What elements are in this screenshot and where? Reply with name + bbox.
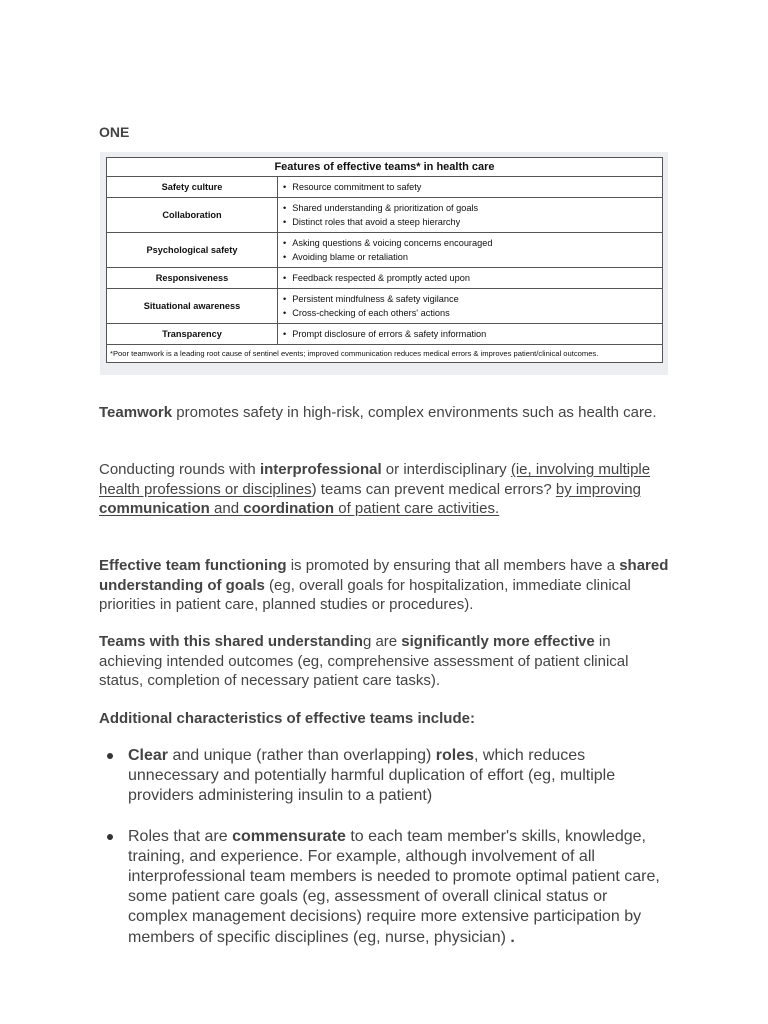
characteristics-list <box>99 746 671 948</box>
feature-bullet: • Cross-checking of each others' actions <box>283 306 657 320</box>
table-title: Features of effective teams* in health care <box>107 158 663 177</box>
bold-text: coordination <box>243 500 335 518</box>
features-table-image <box>100 152 668 375</box>
table-row <box>107 177 663 198</box>
text-segment: Roles that are <box>128 827 233 845</box>
table-row <box>107 268 663 289</box>
feature-bullet: • Avoiding blame or retaliation <box>283 250 657 264</box>
feature-details <box>278 289 663 324</box>
feature-name: Safety culture <box>107 177 278 198</box>
underlined-text: of patient care activities. <box>334 500 500 518</box>
paragraph-shared-understanding <box>99 632 671 691</box>
paragraph-rounds <box>99 460 671 519</box>
bold-text: communication <box>99 500 210 518</box>
text-segment: (eg, overall goals for hospitalization, immediate clinical priorities in patient care, planned studies or procedures). <box>99 576 631 614</box>
feature-name: Situational awareness <box>107 289 278 324</box>
feature-details <box>278 198 663 233</box>
table-footnote: *Poor teamwork is a leading root cause of sentinel events; improved communication reduces medical errors & improves patient/clinical outcomes. <box>107 345 663 363</box>
feature-bullet: • Feedback respected & promptly acted upon <box>283 271 657 285</box>
bold-text: Effective team functioning <box>99 557 287 574</box>
text-segment: and unique (rather than overlapping) <box>168 747 436 764</box>
table-row <box>107 289 663 324</box>
bold-text: commensurate <box>232 827 346 845</box>
feature-bullet: • Distinct roles that avoid a steep hierarchy <box>283 215 657 229</box>
underlined-text: (ie, involving multiple health professions or disciplines <box>99 461 651 498</box>
features-table <box>106 157 663 363</box>
table-row <box>107 233 663 268</box>
text-segment: is promoted by ensuring that all members have a <box>286 557 620 574</box>
feature-bullet: • Asking questions & voicing concerns encouraged <box>283 236 657 250</box>
text-segment: Conducting rounds with <box>99 461 260 478</box>
bold-text: roles <box>435 747 475 764</box>
bold-text: Additional characteristics of effective teams include: <box>99 710 475 727</box>
feature-name: Collaboration <box>107 198 278 233</box>
feature-bullet: • Shared understanding & prioritization of goals <box>283 201 657 215</box>
feature-name: Responsiveness <box>107 268 278 289</box>
feature-bullet: • Prompt disclosure of errors & safety information <box>283 327 657 341</box>
text-segment: g are <box>362 633 402 650</box>
paragraph-additional-characteristics <box>99 709 671 729</box>
bold-text: shared understanding of goals <box>99 557 669 594</box>
text-segment: in achieving intended outcomes (eg, comprehensive assessment of patient clinical status, completion of necessary patient care tasks). <box>99 633 629 690</box>
underlined-text: and <box>209 500 244 518</box>
list-item <box>99 746 671 807</box>
text-segment: , which reduces unnecessary and potentially harmful duplication of effort (eg, multiple providers administering insulin to a patient) <box>128 747 616 805</box>
feature-name: Psychological safety <box>107 233 278 268</box>
bold-text: interprofessional <box>259 461 382 478</box>
text-segment: or interdisciplinary <box>381 461 511 478</box>
feature-name: Transparency <box>107 324 278 345</box>
text-segment: to each team member's skills, knowledge, training, and experience. For example, although involvement of all interprofessional team members is needed to promote optimal patient care, some patient care goals (eg, assessment of overall clinical status or complex management decisions) require more extensive participation by members of specific disciplines (eg, nurse, physician) <box>128 827 660 946</box>
feature-details <box>278 177 663 198</box>
bold-text: significantly more effective <box>401 633 595 650</box>
bold-text: Teamwork <box>99 404 173 421</box>
feature-details <box>278 268 663 289</box>
feature-details <box>278 233 663 268</box>
list-item <box>99 827 671 948</box>
bold-text: . <box>510 928 515 946</box>
feature-bullet: • Resource commitment to safety <box>283 180 657 194</box>
text-segment: ) teams can prevent medical errors? <box>311 480 556 498</box>
bold-text: Teams with this shared understandin <box>99 633 363 650</box>
feature-bullet: • Persistent mindfulness & safety vigilance <box>283 292 657 306</box>
bold-text: Clear <box>128 747 169 764</box>
feature-details <box>278 324 663 345</box>
paragraph-teamwork <box>99 403 671 423</box>
underlined-text: by improving <box>555 480 641 498</box>
section-heading: ONE <box>99 124 130 140</box>
table-row <box>107 198 663 233</box>
text-segment: promotes safety in high-risk, complex environments such as health care. <box>172 404 657 421</box>
table-row <box>107 324 663 345</box>
paragraph-team-functioning <box>99 556 671 615</box>
